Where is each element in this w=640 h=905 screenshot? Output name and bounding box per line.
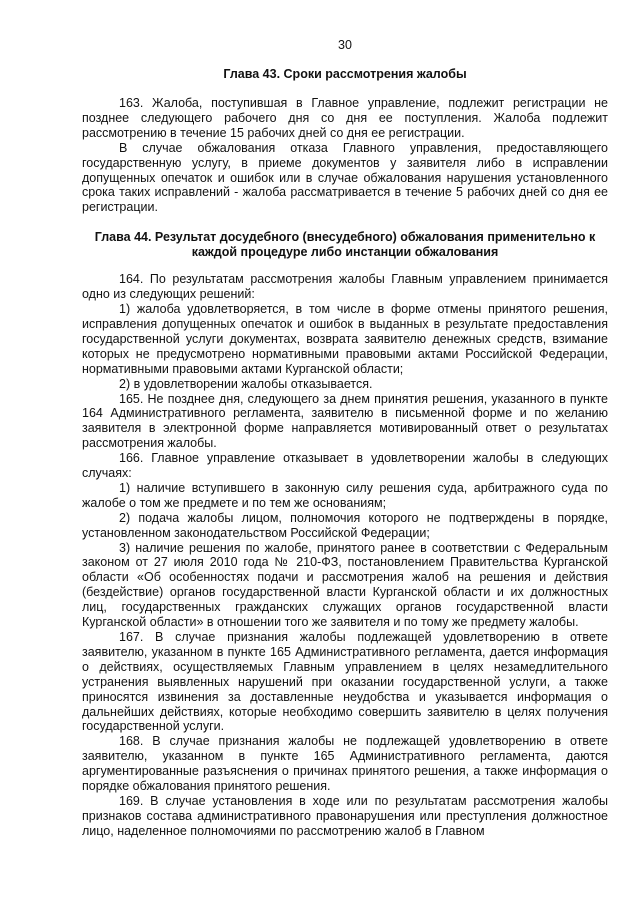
chapter-44-title: Глава 44. Результат досудебного (внесудебного) обжалования применительно к каждой процедуре либо инстанции обжалования [94, 230, 596, 260]
paragraph-168: 168. В случае признания жалобы не подлежащей удовлетворению в ответе заявителю, указанном в пункте 165 Административного регламента, даются аргументированные разъяснения о причинах принятого решения, а также информация о порядке обжалования принятого решения. [82, 734, 608, 794]
chapter-43-title: Глава 43. Сроки рассмотрения жалобы [223, 67, 467, 81]
page-number: 30 [338, 38, 352, 52]
chapter-44-body [82, 272, 608, 838]
paragraph-167: 167. В случае признания жалобы подлежащей удовлетворению в ответе заявителю, указанном в пункте 165 Административного регламента, дается информация о действиях, осуществляемых Главным управлением в целях незамедлительного устранения выявленных нарушений при оказании государственной услуги, а также приносятся извинения за доставленные неудобства и указывается информация о дальнейших действиях, которые необходимо совершить заявителю в целях получения государственной услуги. [82, 630, 608, 734]
paragraph-163-continued: В случае обжалования отказа Главного управления, предоставляющего государственную услугу, в приеме документов у заявителя либо в исправлении допущенных опечаток и ошибок или в случае обжалования нарушения установленного срока таких исправлений - жалоба рассматривается в течение 5 рабочих дней со дня ее регистрации. [82, 140, 608, 215]
paragraph-164-item-2: 2) в удовлетворении жалобы отказывается. [119, 376, 373, 391]
chapter-43-body [82, 96, 608, 215]
paragraph-166-item-1: 1) наличие вступившего в законную силу решения суда, арбитражного суда по жалобе о том же предмете и по тем же основаниям; [82, 480, 608, 510]
paragraph-169: 169. В случае установления в ходе или по результатам рассмотрения жалобы признаков состава административного правонарушения или преступления должностное лицо, наделенное полномочиями по рассмотрению жалоб в Главном [82, 793, 608, 838]
paragraph-163: 163. Жалоба, поступившая в Главное управление, подлежит регистрации не позднее следующего рабочего дня со дня ее поступления. Жалоба подлежит рассмотрению в течение 15 рабочих дней со дня ее регистрации. [82, 96, 608, 140]
paragraph-165: 165. Не позднее дня, следующего за днем принятия решения, указанного в пункте 164 Административного регламента, заявителю в письменной форме и по желанию заявителя в электронной форме направляется мотивированный ответ о результатах рассмотрения жалобы. [82, 391, 608, 451]
paragraph-164: 164. По результатам рассмотрения жалобы Главным управлением принимается одно из следующих решений: [82, 272, 608, 302]
paragraph-166-item-2: 2) подача жалобы лицом, полномочия которого не подтверждены в порядке, установленном законодательством Российской Федерации; [82, 510, 608, 540]
paragraph-166: 166. Главное управление отказывает в удовлетворении жалобы в следующих случаях: [82, 451, 608, 481]
paragraph-164-item-1: 1) жалоба удовлетворяется, в том числе в форме отмены принятого решения, исправления допущенных опечаток и ошибок в выданных в результате предоставления государственной услуги документах, возврата заявителю денежных средств, взимание которых не предусмотрено нормативными правовыми актами Российской Федерации, нормативными правовыми актами Курганской области; [82, 302, 608, 376]
paragraph-166-item-3: 3) наличие решения по жалобе, принятого ранее в соответствии с Федеральным законом от 27 июля 2010 года № 210-ФЗ, постановлением Правительства Курганской области «Об особенностях подачи и рассмотрения жалоб на решения и действия (бездействие) органов государственной власти Курганской области и их должностных лиц, государственных гражданских служащих органов государственной власти Курганской области» в отношении того же заявителя и по тому же предмету жалобы. [82, 540, 608, 630]
